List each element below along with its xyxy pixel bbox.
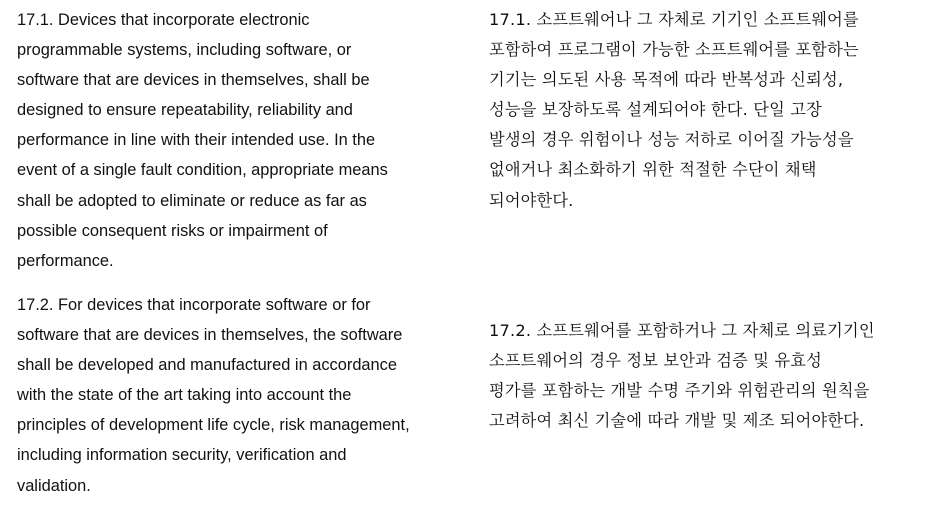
text-line: performance in line with their intended use. In the [17,131,376,150]
text-line: shall be developed and manufactured in accordance [17,356,397,375]
text-line: validation. [17,476,91,495]
text-line: 되어야한다. [489,190,574,210]
text-line: programmable systems, including software, or [17,41,352,60]
text-line: including information security, verification and [17,446,347,465]
text-line: 평가를 포함하는 개발 수명 주기와 위험관리의 원칙을 [489,381,870,401]
text-line: 기기는 의도된 사용 목적에 따라 반복성과 신뢰성, [489,70,844,90]
korean-clause-17-2 [489,316,875,436]
text-line: 성능을 보장하도록 설계되어야 한다. 단일 고장 [489,100,822,120]
text-line: shall be adopted to eliminate or reduce as far as [17,191,367,210]
text-line: 17.1. 소프트웨어나 그 자체로 기기인 소프트웨어를 [489,10,859,29]
text-line: 17.1. Devices that incorporate electronic [17,11,310,29]
text-line: performance. [17,251,114,270]
text-line: software that are devices in themselves, shall be [17,71,370,90]
english-clause-17-2 [17,290,410,501]
text-line: 발생의 경우 위험이나 성능 저하로 이어질 가능성을 [489,130,854,150]
text-line: 포함하여 프로그램이 가능한 소프트웨어를 포함하는 [489,40,859,60]
text-line: software that are devices in themselves, the software [17,326,403,345]
text-line: with the state of the art taking into account the [17,386,352,405]
text-line: designed to ensure repeatability, reliability and [17,101,353,120]
text-line: principles of development life cycle, risk management, [17,416,410,435]
text-line: 고려하여 최신 기술에 따라 개발 및 제조 되어야한다. [489,411,865,431]
text-line: event of a single fault condition, appropriate means [17,161,388,180]
korean-clause-17-1 [489,5,859,216]
text-line: 17.2. 소프트웨어를 포함하거나 그 자체로 의료기기인 [489,321,875,340]
text-line: 17.2. For devices that incorporate software or for [17,296,371,314]
text-line: possible consequent risks or impairment of [17,221,328,240]
text-line: 없애거나 최소화하기 위한 적절한 수단이 채택 [489,160,817,180]
text-line: 소프트웨어의 경우 정보 보안과 검증 및 유효성 [489,351,822,371]
english-clause-17-1 [17,5,388,276]
